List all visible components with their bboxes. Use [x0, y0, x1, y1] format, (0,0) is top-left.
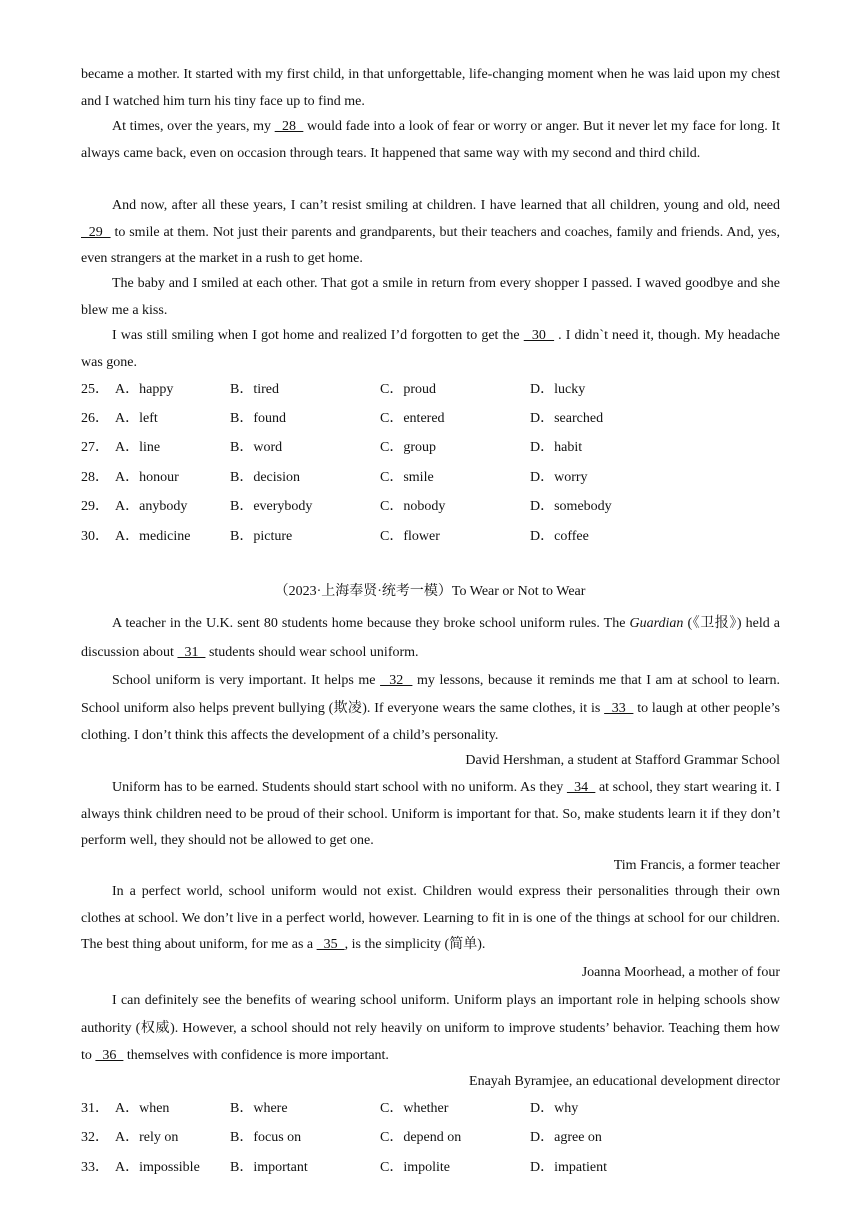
- blank-33: 33: [604, 700, 634, 716]
- option-d: D．searched: [530, 411, 604, 426]
- paragraph: [81, 62, 780, 115]
- option-d: D．worry: [530, 470, 588, 485]
- signature: David Hershman, a student at Stafford Grammar School: [465, 753, 780, 768]
- signature: Enayah Byramjee, an educational development director: [469, 1074, 780, 1089]
- option-c: C．proud: [380, 382, 436, 397]
- paragraph: I was still smiling when I got home and realized I’d forgotten to get the 30 . I didn`t need it, though. My headache was gone.: [81, 328, 781, 370]
- paragraph-text: became a mother. It started with my first child, in that unforgettable, life-changing moment when he was laid upon my chest and I watched him turn his tiny face up to find me.: [81, 67, 780, 109]
- option-d: D．impatient: [530, 1160, 607, 1175]
- blank-36: 36: [95, 1048, 124, 1063]
- option-d: D．habit: [530, 440, 583, 455]
- blank-30: 30: [523, 328, 555, 343]
- option-d: D．somebody: [530, 499, 612, 514]
- option-a: A．impossible: [115, 1160, 200, 1175]
- option-a: A．honour: [115, 470, 179, 485]
- question-30: 30． A．medicine B．picture C．flower D．coffee: [81, 524, 780, 550]
- option-b: B．everybody: [230, 499, 313, 514]
- section-heading: （2023·上海奉贤·统考一模）To Wear or Not to Wear: [274, 584, 586, 599]
- question-31: 31． A．when B．where C．whether D．why: [81, 1096, 780, 1122]
- option-a: A．left: [115, 411, 158, 426]
- option-a: A．rely on: [115, 1130, 179, 1145]
- option-b: B．found: [230, 411, 286, 426]
- option-c: C．flower: [380, 529, 440, 544]
- paragraph: School uniform is very important. It helps me 32 my lessons, because it reminds me that I am at school to learn. School uniform also helps prevent bullying (欺凌). If everyone wears the same clothes, it is 33 to laugh at other people’s clothing. I don’t think this affects the development of a child’s personality.: [81, 673, 780, 743]
- paragraph: At times, over the years, my 28 would fade into a look of fear or worry or anger. But it never let my face for long. It always came back, even on occasion through tears. It happened that same way with my second and third child.: [81, 119, 780, 161]
- option-b: B．tired: [230, 382, 279, 397]
- question-29: 29． A．anybody B．everybody C．nobody D．somebody: [81, 494, 780, 520]
- signature: Tim Francis, a former teacher: [613, 858, 780, 873]
- option-c: C．smile: [380, 470, 434, 485]
- option-c: C．nobody: [380, 499, 446, 514]
- option-b: B．picture: [230, 529, 293, 544]
- paragraph: Uniform has to be earned. Students should start school with no uniform. As they 34 at school, they start wearing it. I always think children need to be proud of their school. Uniform is important for that. So, make students learn it if they don’t perform well, they should not be allowed to get one.: [81, 780, 780, 848]
- option-a: A．anybody: [115, 499, 188, 514]
- option-d: D．lucky: [530, 382, 586, 397]
- option-b: B．where: [230, 1101, 288, 1116]
- option-b: B．focus on: [230, 1130, 302, 1145]
- blank-31: 31: [177, 645, 206, 660]
- option-a: A．line: [115, 440, 161, 455]
- option-a: A．when: [115, 1101, 170, 1116]
- option-c: C．depend on: [380, 1130, 462, 1145]
- option-d: D．coffee: [530, 529, 589, 544]
- paragraph: In a perfect world, school uniform would not exist. Children would express their personalities through their own clothes at school. We don’t live in a perfect world, however. Learning to fit in is one of the things at school for our children. The best thing about uniform, for me as a 35 , is the simplicity (简单).: [81, 884, 780, 952]
- question-27: 27． A．line B．word C．group D．habit: [81, 435, 780, 461]
- option-b: B．word: [230, 440, 283, 455]
- paragraph: I can definitely see the benefits of wearing school uniform. Uniform plays an important role in helping schools show authority (权威). However, a school should not rely heavily on uniform to improve students’ behavior. Teaching them how to 36 themselves with confidence is more important.: [81, 993, 780, 1063]
- option-a: A．happy: [115, 382, 174, 397]
- blank-29: 29: [81, 224, 111, 240]
- option-b: B．decision: [230, 470, 300, 485]
- option-a: A．medicine: [115, 529, 191, 544]
- paragraph: And now, after all these years, I can’t resist smiling at children. I have learned that all children, young and old, need 29 to smile at them. Not just their parents and grandparents, but their teachers and coaches, family and friends. And, yes, even strangers at the market in a rush to get home.: [81, 198, 781, 266]
- signature: Joanna Moorhead, a mother of four: [581, 965, 780, 980]
- question-32: 32． A．rely on B．focus on C．depend on D．agree on: [81, 1125, 780, 1151]
- blank-34: 34: [566, 780, 596, 795]
- option-c: C．whether: [380, 1101, 449, 1116]
- option-c: C．entered: [380, 411, 445, 426]
- option-c: C．impolite: [380, 1160, 450, 1175]
- question-26: 26． A．left B．found C．entered D．searched: [81, 406, 780, 432]
- option-c: C．group: [380, 440, 436, 455]
- paragraph: A teacher in the U.K. sent 80 students home because they broke school uniform rules. The Guardian (《卫报》) held a discussion about 31 students should wear school uniform.: [81, 616, 780, 660]
- question-28: 28． A．honour B．decision C．smile D．worry: [81, 465, 780, 491]
- blank-35: 35: [316, 937, 345, 952]
- blank-32: 32: [380, 673, 413, 688]
- option-d: D．agree on: [530, 1130, 602, 1145]
- question-33: 33． A．impossible B．important C．impolite D．impatient: [81, 1155, 780, 1181]
- option-d: D．why: [530, 1101, 579, 1116]
- option-b: B．important: [230, 1160, 308, 1175]
- paragraph: The baby and I smiled at each other. That got a smile in return from every shopper I passed. I waved goodbye and she blew me a kiss.: [81, 276, 780, 318]
- question-25: 25． A．happy B．tired C．proud D．lucky: [81, 377, 780, 403]
- blank-28: 28: [274, 119, 304, 134]
